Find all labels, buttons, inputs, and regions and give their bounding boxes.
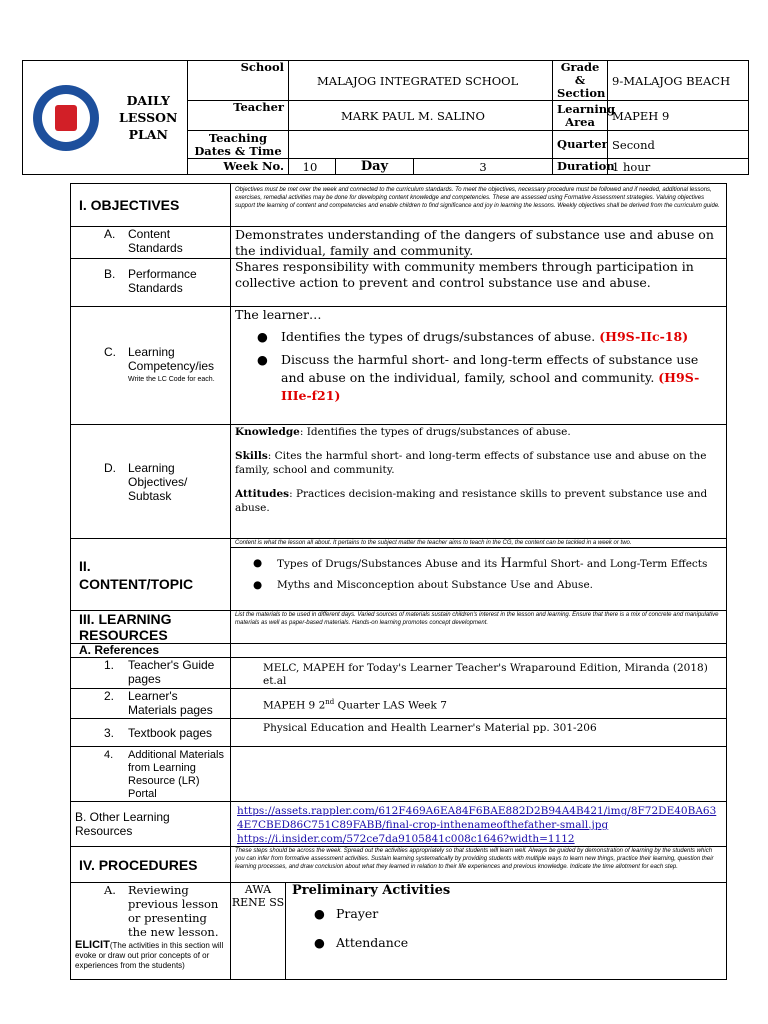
resource-link-2[interactable]: https://i.insider.com/572ce7da9105841c008c1646?width=1112 (237, 833, 575, 845)
dates-value (289, 131, 553, 159)
learners-materials-label: 2. Learner's Materials pages (71, 689, 231, 719)
grade-value: 9-MALAJOG BEACH (608, 61, 749, 101)
area-value: MAPEH 9 (608, 101, 749, 131)
textbook: Physical Education and Health Learner's Material pp. 301-206 (231, 719, 727, 747)
teacher-value: MARK PAUL M. SALINO (289, 101, 553, 131)
competency-intro: The learner… (235, 307, 322, 322)
skills-objective: Skills: Cites the harmful short- and long-term effects of substance use and abuse on the family, school and community. (235, 450, 707, 476)
content-standards-label: A. Content Standards (71, 227, 231, 259)
references-label: A. References (71, 644, 231, 658)
teachers-guide: MELC, MAPEH for Today's Learner Teacher's Wraparound Edition, Miranda (2018) et.al (231, 658, 727, 689)
deped-seal-icon (33, 85, 99, 151)
content-standards: Demonstrates understanding of the dangers of substance use and abuse on the individual, family and community. (231, 227, 727, 259)
reviewing-content (231, 883, 727, 980)
procedures-note: These steps should be across the week. Spread out the activities appropriately so that students will learn well. Always be guided by demonstration of learning by the students which you can infer from formative assessment activities. Sustain learning systematically by providing students with multiple ways to learn new things, practice their learning, question their learning processes, and draw conclusion about what they learned in relation to their life experiences and previous knowledge. Indicate the time allotment for each step. (231, 847, 727, 883)
textbook-label: 3. Textbook pages (71, 719, 231, 747)
references-empty (231, 644, 727, 658)
activity-item: ● Attendance (292, 928, 726, 957)
quarter-value: Second (608, 131, 749, 159)
preliminary-activities (286, 883, 726, 979)
resources-heading: III. LEARNING RESOURCES (71, 611, 231, 644)
other-resources-label: B. Other Learning Resources (71, 802, 231, 847)
dlp-title: DAILY LESSON PLAN (110, 61, 188, 175)
competency-item: ● Discuss the harmful short- and long-term effects of substance use and abuse on the individual, family, school and community. (H9S-IIIe-f21) (235, 351, 722, 405)
lesson-plan-table (70, 183, 727, 980)
learning-objectives-label: D. Learning Objectives/ Subtask (71, 425, 231, 539)
procedures-heading: IV. PROCEDURES (71, 847, 231, 883)
duration-label: Duration (553, 159, 608, 175)
deped-seal-cell (23, 61, 110, 175)
objectives-note: Objectives must be met over the week and connected to the curriculum standards. To meet the objectives, necessary procedure must be followed and if needed, additional lessons, exercises, remedial activities may be done for developing content knowledge and competencies. These are assessed using Formative Assessment strategies. Valuing objectives support the learning of content and competencies and enable children to find significance and joy in learning the lessons. Weekly objectives shall be derived from the curriculum guide. (231, 184, 727, 227)
teacher-label: Teacher (188, 101, 289, 131)
competency-item: ● Identifies the types of drugs/substances of abuse. (H9S-IIc-18) (235, 326, 722, 347)
grade-label: Grade & Section (553, 61, 608, 101)
learning-competencies (231, 307, 727, 425)
content-note: Content is what the lesson all about. It pertains to the subject matter the teacher aims to teach in the CG, the content can be tackled in a week or two. (231, 539, 726, 548)
topic-item: ● Myths and Misconception about Substance Use and Abuse. (231, 576, 726, 595)
attitudes-objective: Attitudes: Practices decision-making and resistance skills to prevent substance use and abuse. (235, 488, 708, 514)
activity-item: ● Prayer (292, 899, 726, 928)
performance-standards: Shares responsibility with community members through participation in collective action to prevent and control substance use and abuse. (231, 259, 727, 307)
day-value: 3 (414, 159, 553, 175)
learning-objectives (231, 425, 727, 539)
header-table (22, 60, 749, 175)
objectives-heading: I. OBJECTIVES (71, 184, 231, 227)
other-resources (231, 802, 727, 847)
additional-materials (231, 747, 727, 802)
area-label: Learning Area (553, 101, 608, 131)
resource-link-1[interactable]: https://assets.rappler.com/612F469A6EA84F6BAE882D2B94A4B421/img/8F72DE40BA634E7CBED86C751C89FABB/final-crop-inthenameofthefather-small.jpg (237, 805, 717, 831)
content-topic-heading: II. CONTENT/TOPIC (71, 539, 231, 611)
reviewing-label: A. Reviewing previous lesson or presenting the new lesson. ELICIT(The activities in this section will evoke or draw out prior concepts of or experiences from the students) (71, 883, 231, 980)
teachers-guide-label: 1. Teacher's Guide pages (71, 658, 231, 689)
learning-competency-label: C. Learning Competency/ies Write the LC Code for each. (71, 307, 231, 425)
school-value: MALAJOG INTEGRATED SCHOOL (289, 61, 553, 101)
elicit-note: ELICIT(The activities in this section will evoke or draw out prior concepts of or experiences from the students) (75, 939, 224, 970)
knowledge-objective: Knowledge: Identifies the types of drugs/substances of abuse. (235, 426, 571, 438)
awareness-label: AWA RENE SS (231, 883, 286, 979)
content-topic (231, 539, 727, 611)
week-label: Week No. (188, 159, 289, 175)
learners-materials: MAPEH 9 2nd Quarter LAS Week 7 (231, 689, 727, 719)
duration-value: 1 hour (608, 159, 749, 175)
lc-code-note: Write the LC Code for each. (128, 375, 215, 383)
week-value: 10 (289, 159, 336, 175)
quarter-label: Quarter (553, 131, 608, 159)
resources-note: List the materials to be used in different days. Varied sources of materials sustain children's interest in the lesson and learning. Ensure that there is a mix of concrete and manipulative materials as well as paper-based materials. Hands-on learning promotes concept development. (231, 611, 727, 644)
additional-materials-label: 4. Additional Materials from Learning Resource (LR) Portal (71, 747, 231, 802)
dates-label: Teaching Dates & Time (188, 131, 289, 159)
school-label: School (188, 61, 289, 101)
performance-standards-label: B. Performance Standards (71, 259, 231, 307)
prelim-heading: Preliminary Activities (292, 883, 451, 898)
day-label: Day (336, 159, 414, 175)
topic-item: ● Types of Drugs/Substances Abuse and its Harmful Short- and Long-Term Effects (231, 554, 726, 574)
